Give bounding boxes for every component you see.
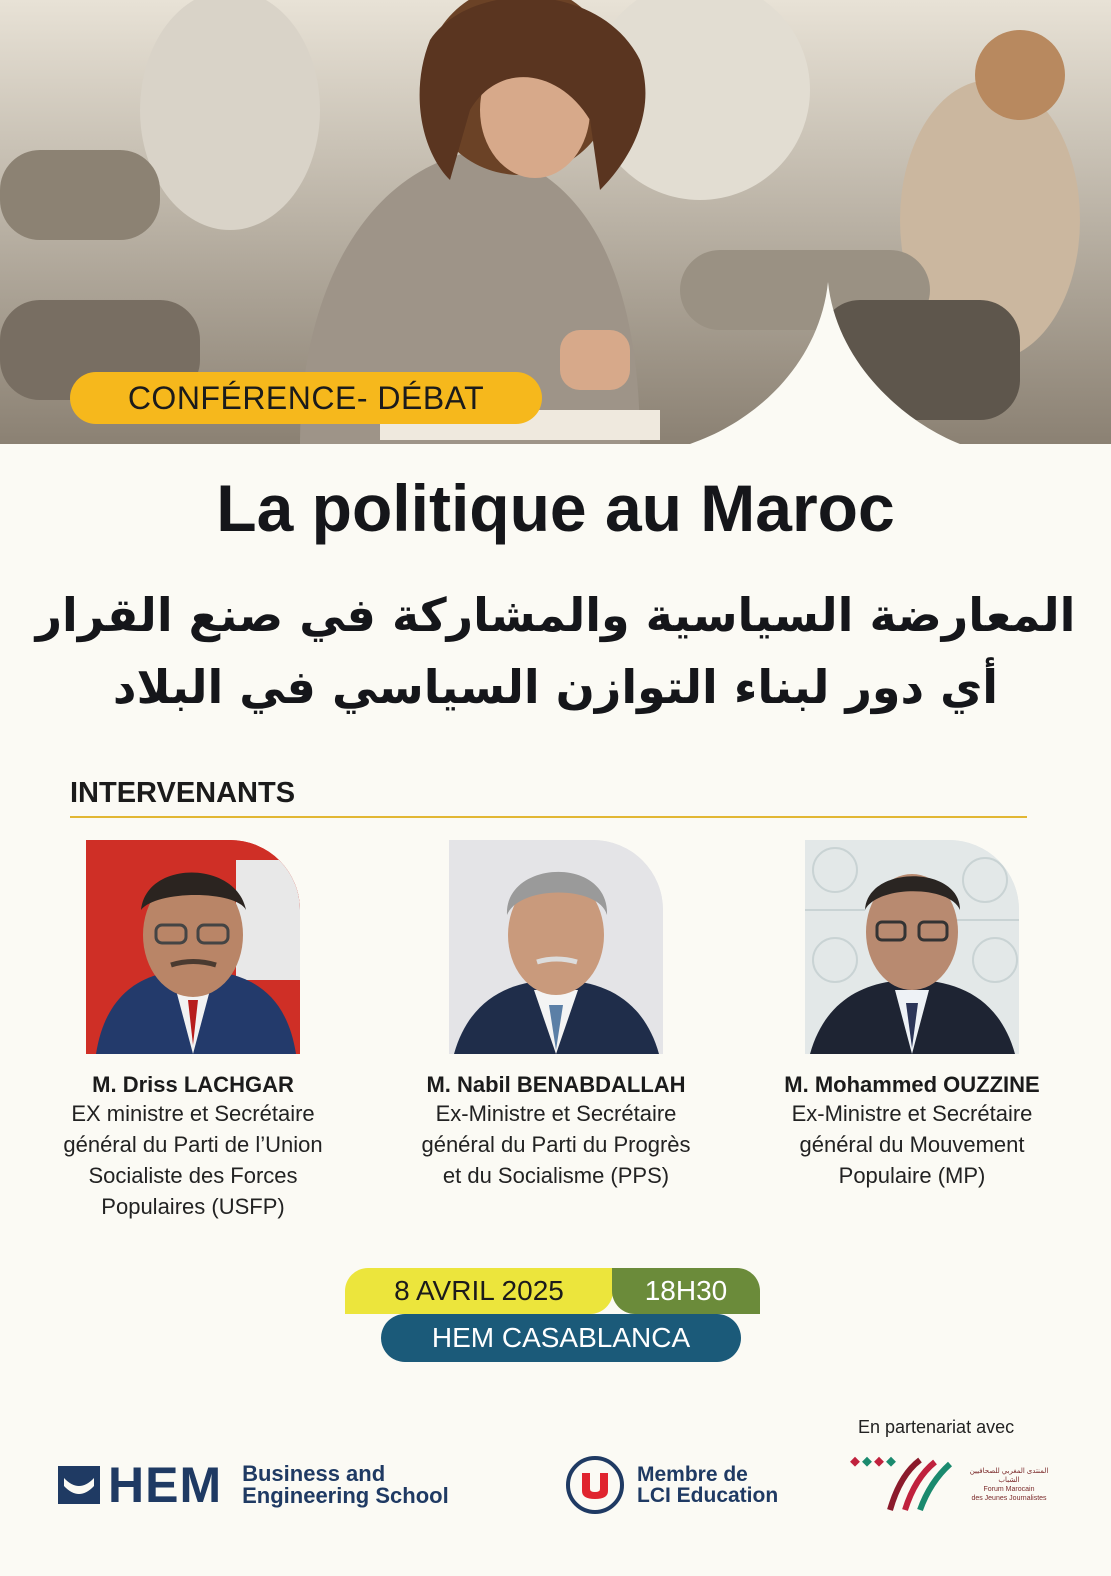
speaker-photo bbox=[449, 840, 663, 1054]
forum-logo bbox=[850, 1450, 1054, 1520]
forum-emblem-icon bbox=[850, 1450, 960, 1520]
event-time: 18H30 bbox=[612, 1268, 760, 1314]
hem-book-icon bbox=[58, 1464, 100, 1506]
hem-logo bbox=[58, 1457, 449, 1513]
forum-text-french-2: des Jeunes Journalistes bbox=[971, 1495, 1047, 1502]
speaker-role-line: Socialiste des Forces bbox=[88, 1163, 298, 1188]
forum-text-french-1: Forum Marocain bbox=[983, 1486, 1035, 1493]
hem-tagline bbox=[242, 1463, 449, 1507]
speaker-name: M. Nabil BENABDALLAH bbox=[426, 1072, 686, 1097]
speaker-role-line: et du Socialisme (PPS) bbox=[442, 1163, 670, 1188]
speaker-role-line: général du Parti de l’Union bbox=[63, 1132, 323, 1157]
speaker-role-line: Populaire (MP) bbox=[838, 1163, 986, 1188]
hem-tagline-line-2: Engineering School bbox=[242, 1483, 449, 1508]
lci-logo bbox=[565, 1455, 778, 1515]
partner-label: En partenariat avec bbox=[858, 1417, 1015, 1437]
speakers-heading: INTERVENANTS bbox=[70, 777, 296, 809]
arabic-subtitle-line-1: المعارضة السياسية والمشاركة في صنع القرار bbox=[35, 588, 1076, 642]
speaker-role-line: général du Mouvement bbox=[799, 1132, 1025, 1157]
event-date: 8 AVRIL 2025 bbox=[345, 1268, 613, 1314]
speaker-name: M. Driss LACHGAR bbox=[92, 1072, 294, 1097]
speaker-photo bbox=[805, 840, 1019, 1054]
speaker-role-line: Ex-Ministre et Secrétaire bbox=[791, 1101, 1033, 1126]
speaker-photo bbox=[86, 840, 300, 1054]
lci-emblem-icon bbox=[565, 1455, 625, 1515]
speaker-role-line: Populaires (USFP) bbox=[101, 1194, 285, 1219]
speaker-card bbox=[28, 840, 358, 1222]
speaker-card bbox=[391, 840, 721, 1191]
event-place: HEM CASABLANCA bbox=[381, 1314, 741, 1362]
speaker-role-line: EX ministre et Secrétaire bbox=[71, 1101, 315, 1126]
arabic-subtitle-line-2: أي دور لبناء التوازن السياسي في البلاد bbox=[112, 660, 999, 714]
forum-text bbox=[964, 1467, 1054, 1503]
lci-text-line-2: LCI Education bbox=[637, 1484, 779, 1507]
hero-photo bbox=[0, 0, 1111, 444]
section-divider bbox=[70, 816, 1027, 818]
page-title: La politique au Maroc bbox=[216, 471, 895, 545]
hem-wordmark: HEM bbox=[108, 1457, 223, 1513]
lci-text-line-1: Membre de bbox=[637, 1463, 748, 1486]
lci-text bbox=[637, 1464, 778, 1506]
speaker-card bbox=[747, 840, 1077, 1191]
event-type-badge: CONFÉRENCE- DÉBAT bbox=[70, 372, 542, 424]
speaker-name: M. Mohammed OUZZINE bbox=[784, 1072, 1040, 1097]
forum-text-arabic: المنتدى المغربي للصحافيين الشباب bbox=[969, 1468, 1049, 1484]
hem-tagline-line-1: Business and bbox=[242, 1461, 386, 1486]
speaker-role-line: Ex-Ministre et Secrétaire bbox=[435, 1101, 677, 1126]
speaker-role-line: général du Parti du Progrès bbox=[421, 1132, 691, 1157]
